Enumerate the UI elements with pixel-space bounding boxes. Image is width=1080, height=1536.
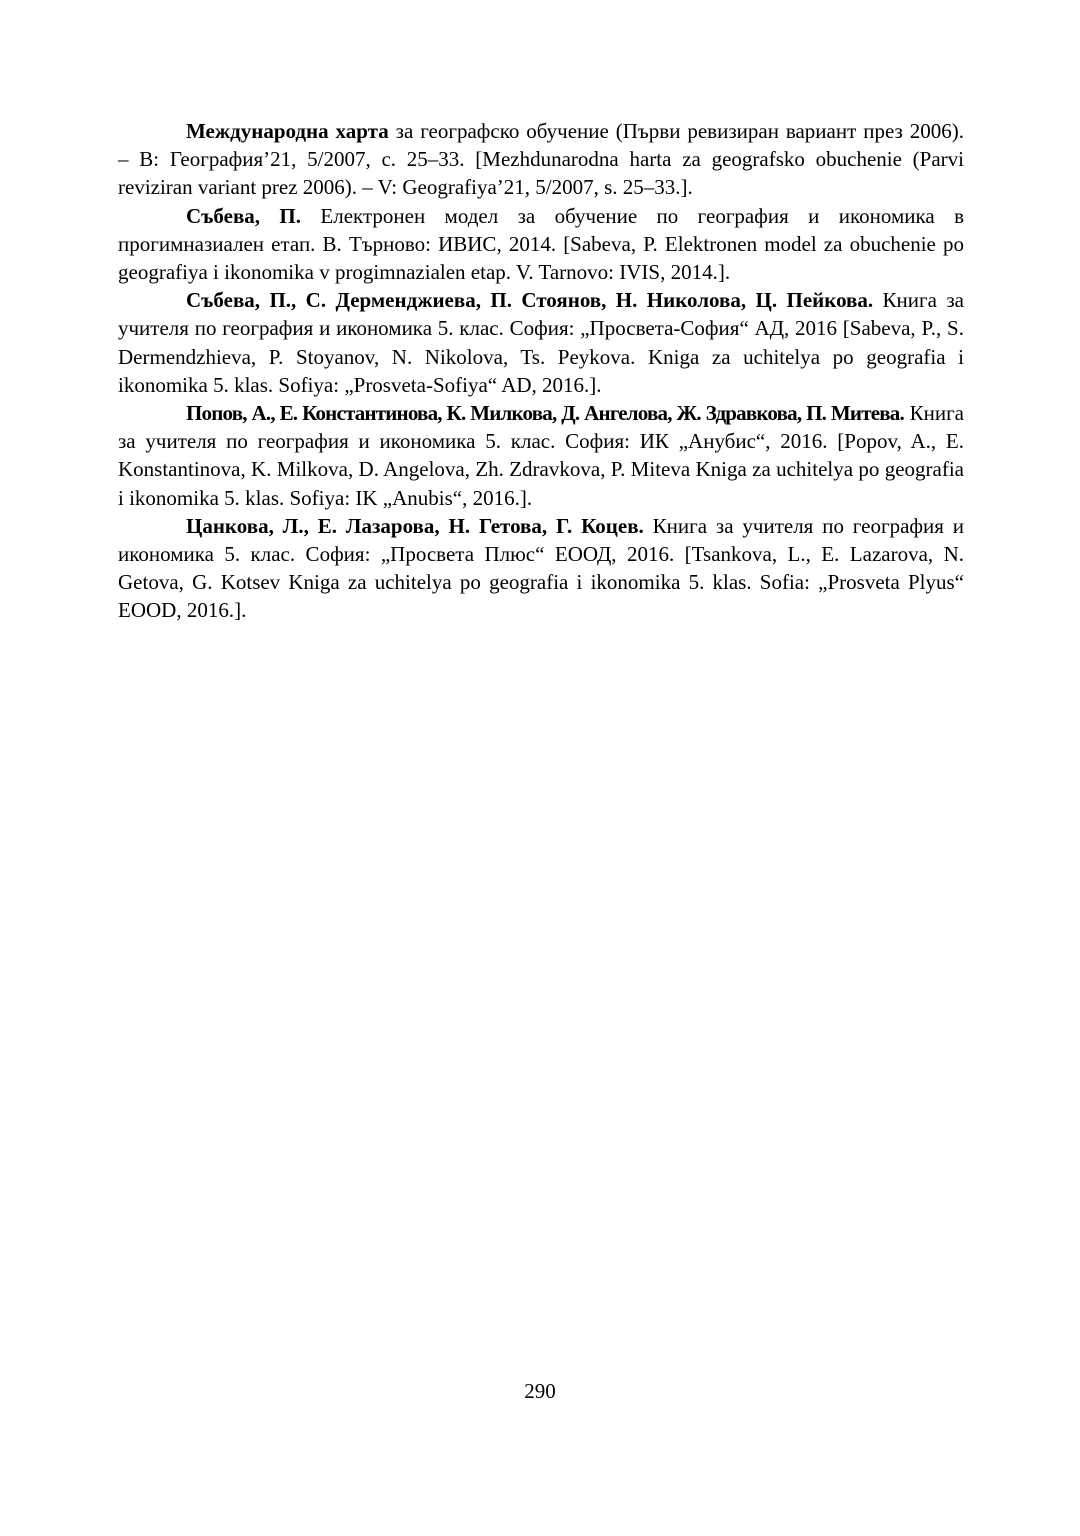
reference-entry [118, 512, 964, 625]
reference-entry [118, 202, 964, 287]
reference-authors: Цанкова, Л., Е. Лазарова, Н. Гетова, Г. Коцев. [186, 513, 644, 538]
reference-text: Книга за учителя по география и икономика 5. клас. София: „Просвета Плюс“ ЕООД, 2016. [Tsankova, L., E. Lazarova, N. Getova, G. Kotsev Kniga za uchitelya po geografia i ikonomika 5. klas. Sofia: „Prosveta Plyus“ EOOD, 2016.]. [118, 513, 964, 623]
reference-authors: Събева, П. [186, 203, 302, 228]
reference-entry [118, 286, 964, 399]
reference-text: Електронен модел за обучение по география и икономика в прогимназиален етап. В. Търново: ИВИС, 2014. [Sabeva, P. Elektronen model za obuchenie po geografiya i ikonomika v progimnazialen etap. V. Tarnovo: IVIS, 2014.]. [118, 203, 964, 285]
reference-authors: Международна харта [186, 119, 389, 143]
reference-entry [118, 399, 964, 512]
reference-list [118, 117, 964, 625]
reference-text: за географско обучение (Първи ревизиран вариант през 2006). – В: География’21, 5/2007, с. 25–33. [Mezhdunarodna harta za geografsko obuchenie (Parvi reviziran variant prez 2006). – V: Geografiya’21, 5/2007, s. 25–33.]. [118, 119, 964, 200]
reference-text: Книга за учителя по география и икономика 5. клас. София: ИК „Анубис“, 2016. [Popov, A., E. Konstantinova, K. Milkova, D. Angelova, Zh. Zdravkova, P. Miteva Kniga za uchitelya po geografia i ikonomika 5. klas. Sofiya: IK „Anubis“, 2016.]. [118, 401, 965, 510]
reference-authors: Събева, П., С. Дерменджиева, П. Стоянов, Н. Николова, Ц. Пейкова. [186, 288, 874, 313]
reference-entry [118, 117, 964, 202]
reference-authors: Попов, А., Е. Константинова, К. Милкова, Д. Ангелова, Ж. Здравкова, П. Митева. [186, 401, 904, 426]
page-number: 290 [524, 1379, 556, 1403]
reference-text: Книга за учителя по география и икономика 5. клас. София: „Просвета-София“ АД, 2016 [Sabeva, P., S. Dermendzhieva, P. Stoyanov, N. Nikolova, Ts. Peykova. Kniga za uchitelya po geografia i ikonomika 5. klas. Sofiya: „Prosveta-Sofiya“ AD, 2016.]. [118, 288, 964, 397]
